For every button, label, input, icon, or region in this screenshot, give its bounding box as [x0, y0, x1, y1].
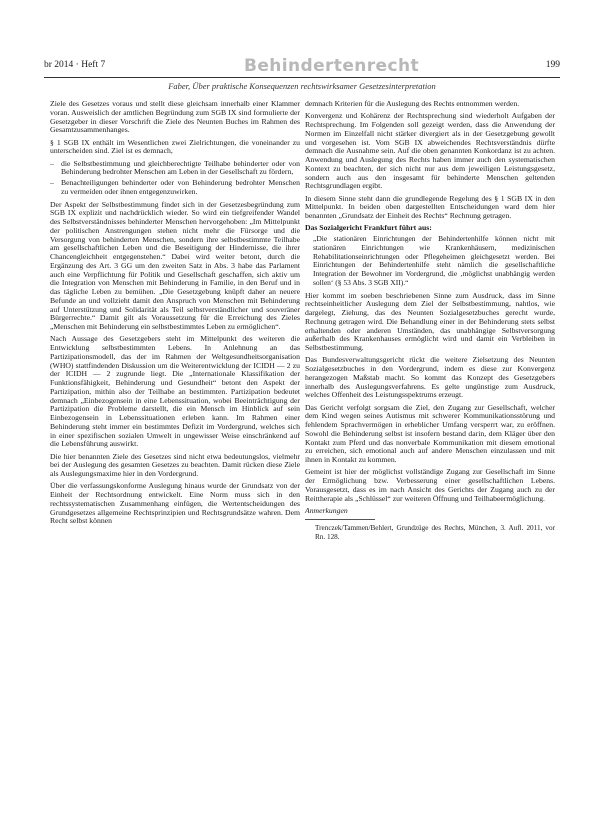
paragraph: Der Aspekt der Selbstbestimmung findet sich in der Gesetzesbegründung zum SGB IX explizit und nachdrücklich wieder. So wird ein tiefgreifender Wandel des Selbstverständnisses behinderter Menschen hervorgehoben: „Im Mittelpunkt der politischen Anstrengungen stehen nicht mehr die Fürsorge und die Versorgung von behinderten Menschen, sondern ihre selbstbestimmte Teilhabe am gesellschaftlichen Leben und die Beseitigung der Hindernisse, die ihrer Chancengleichheit entgegenstehen.“ Dabei wird weiter betont, durch die Ergänzung des Art. 3 GG um den zweiten Satz in Abs. 3 habe das Parlament auch eine Verpflichtung für Politik und Gesellschaft geschaffen, sich aktiv um die Integration von Menschen mit Behinderung in Familie, in den Beruf und in das tägliche Leben zu bemühen. „Die Gesetzgebung knüpft daher an neuere Befunde an und vollzieht damit den Anspruch von Menschen mit Behinderung auf Unterstützung und Solidarität als Teil selbstverständlicher und souveräner Bürgerrechte.“ Damit gilt als Voraussetzung für die Erreichung des Zieles „Menschen mit Behinderung ein selbstbestimmtes Leben zu ermöglichen“.	[50, 199, 300, 331]
page-header	[44, 58, 560, 76]
court-quote: „Die stationären Einrichtungen der Behindertenhilfe können nicht mit stationären Einrichtungen wie Krankenhäusern, medizinischen Rehabilitationseinrichtungen oder Pflegeheimen gleichgesetzt werden. Bei Einrichtungen der Behindertenhilfe steht nämlich die gesellschaftliche Integration der Bewohner im Vordergrund, die ‚möglichst unabhängig werden sollen‘ (§ 53 Abs. 3 SGB XII).“	[313, 234, 555, 287]
paragraph: Hier kommt im soeben beschriebenen Sinne zum Ausdruck, dass im Sinne rechtseinheitlicher Auslegung dem Ziel der Selbstbestimmung, nahtlos, wie dargelegt, Ziehung, das des Neunten Sozialgesetzbuches gerecht wurde, Rechnung getragen wird. Die Behandlung einer in der Behinderung stets selbst erhaltenden oder anderen Umständen, das unabhängige Selbstversorgung außerhalb des Krankenhauses ermöglicht wird und damit ein Verbleiben in Selbstbestimmung.	[305, 290, 555, 352]
issue-label: br 2014 · Heft 7	[44, 60, 106, 70]
journal-title: Behindertenrecht	[244, 56, 419, 76]
running-title: Faber, Über praktische Konsequenzen rechtswirksamer Gesetzesinterpretation	[168, 81, 436, 91]
list-item: – die Selbstbestimmung und gleichberechtigte Teilhabe behinderter oder von Behinderung bedrohter Menschen am Leben in der Gesellschaft zu fördern,	[50, 160, 300, 178]
paragraph: Über die verfassungskonforme Auslegung hinaus wurde der Grundsatz von der Einheit der Rechtsordnung entwickelt. Eine Norm muss sich in den rechtssystematischen Zusammenhang einfügen, die Wertentscheidungen des Grundgesetzes allgemeine Rechtsprinzipien und Rechtsgrundsätze wahren. Dem Recht selbst können	[50, 481, 300, 526]
paragraph: Das Gericht verfolgt sorgsam die Ziel, den Zugang zur Gesellschaft, welcher dem Kind wegen seines Autismus mit schwerer Kommunikationsstörung und fehlendem Sprachvermögen in erheblicher Umfang versperrt war, zu eröffnen. Sowohl die Behinderung selbst ist insofern bestand darin, dem Kläger über den Kontakt zum Pferd und das nonverbale Kommunikation mit diesem emotional zu erreichen, sich emotional auch auf andere Menschen einzulassen und mit ihnen in Kontakt zu kommen.	[305, 402, 555, 464]
paragraph: In diesem Sinne steht dann die grundlegende Regelung des § 1 SGB IX in den Mittelpunkt. In beiden oben dargestellten Entscheidungen ward dem hier benannten „Grundsatz der Einheit des Rechts“ Rechnung getragen.	[305, 193, 555, 220]
footnote-rule	[305, 519, 375, 520]
header-rule	[44, 77, 560, 78]
right-column	[305, 100, 555, 545]
bullet-list	[50, 160, 300, 197]
section-lead: Das Sozialgericht Frankfurt führt aus:	[305, 223, 432, 233]
footnote: Trenczek/Tammen/Behlert, Grundzüge des Rechts, München, 3. Aufl. 2011, vor Rn. 128.	[315, 524, 555, 541]
paragraph: demnach Kriterien für die Auslegung des Rechts entnommen werden.	[305, 99, 520, 108]
paragraph: Gemeint ist hier der möglichst vollständige Zugang zur Gesellschaft im Sinne der Ermöglichung bzw. Verbesserung einer gesellschaftlichen Lebens. Vorausgesetzt, dass es im nach Ansicht des Gerichts der Zugang auch zu der Reittherapie als „Schlüssel“ zur weiteren Öffnung und Teilhabeermöglichung.	[305, 467, 555, 503]
paragraph: Die hier benannten Ziele des Gesetzes sind nicht etwa bedeutungslos, vielmehr bei der Auslegung des gesamten Gesetzes zu beachten. Damit rücken diese Ziele als Auslegungsmaxime hier in den Vordergrund.	[50, 451, 300, 478]
list-item: – Benachteiligungen behinderter oder von Behinderung bedrohter Menschen zu vermeiden oder ihnen entgegenzuwirken.	[50, 179, 300, 197]
footnotes-heading: Anmerkungen	[305, 505, 348, 515]
page-number: 199	[545, 60, 560, 70]
left-column	[50, 100, 300, 530]
paragraph: Nach Aussage des Gesetzgebers steht im Mittelpunkt des weiteren die Entwicklung selbstbestimmten Lebens. In Anlehnung an das Partizipationsmodell, das der im Rahmen der Weltgesundheitsorganisation (WHO) stattfindenden Diskussion um die Weiterentwicklung der ICIDH — 2 zu der ICIDH — 2 zugrunde liegt. Die „Internationale Klassifikation der Funktionsfähigkeit, Behinderung und Gesundheit“ betont den Aspekt der Partizipation, mithin also der Teilhabe an bestimmten. Partizipation bedeutet demnach „Einbezogensein in eine Lebenssituation, wobei Beeinträchtigung der Partizipation die Probleme darstellt, die ein Mensch im Hinblick auf sein Einbezogensein in Lebenssituationen erleben kann. Im Rahmen einer Behinderung steht immer ein bestimmtes Defizit im Vordergrund, welches sich in einer spezifischen sozialen Umwelt in ungewisser Weise einschränkend auf die Lebensführung auswirkt.	[50, 334, 300, 449]
paragraph: § 1 SGB IX enthält im Wesentlichen zwei Zielrichtungen, die voneinander zu unterscheiden sind. Ziel ist es demnach,	[50, 137, 300, 156]
paragraph: Konvergenz und Kohärenz der Rechtsprechung sind wiederholt Aufgaben der Rechtsprechung. Im Folgenden soll gezeigt werden, dass die Anwendung der Normen im Einzelfall nicht stärker divergiert als in der Gesetzgebung gewollt und vorgesehen ist. Vom SGB IX abweichendes Rechtsverständnis dürfte demnach die Ausnahme sein. Auf die oben genannten Konkordanz ist zu achten. Anwendung und Auslegung des Rechts haben immer auch den systematischen Kontext zu beachten, der sich nicht nur aus dem jeweiligen Leistungsgesetz, sondern auch aus den insgesamt für behinderte Menschen geltenden Rechtsgrundlagen ergibt.	[305, 111, 555, 191]
paragraph: Das Bundesverwaltungsgericht rückt die weitere Zielsetzung des Neunten Sozialgesetzbuches in den Vordergrund, indem es diese zur Konvergenz herangezogen Maßstab macht. So kommt das Konzept des Gesetzgebers innerhalb des Auslegungsverfahrens. Es gelte ungünstige zum Ausdruck, welches Offenheit des Leistungsspektrums erzeugt.	[305, 355, 555, 400]
paragraph: Ziele des Gesetzes voraus und stellt diese gleichsam innerhalb einer Klammer voran. Ausweislich der amtlichen Begründung zum SGB IX sind formulierte der Gesetzgeber in dieser Vorschrift die Ziele des Neunten Buches im Rahmen des Gesamtzusammenhanges.	[50, 99, 300, 135]
